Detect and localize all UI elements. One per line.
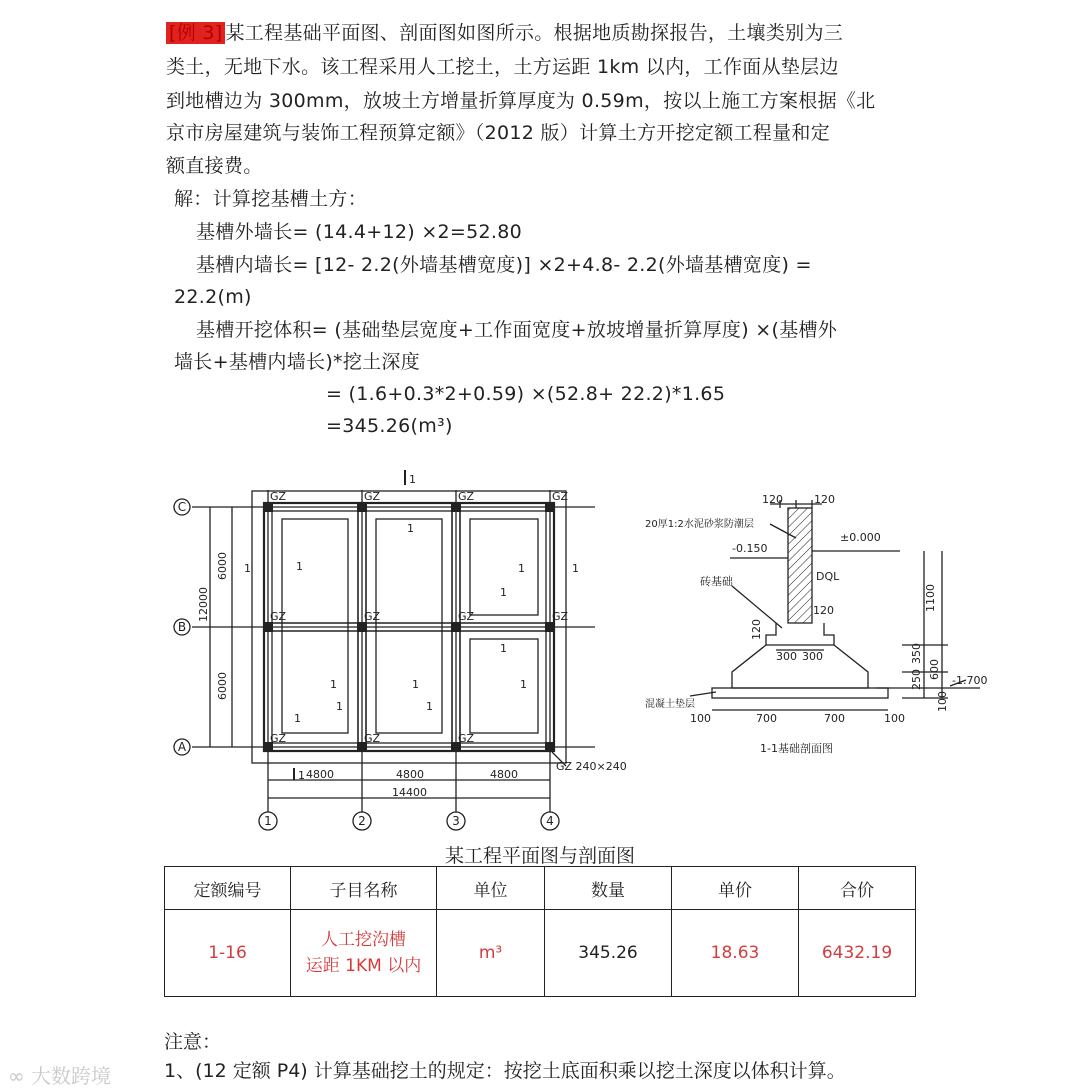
cell-name-line2: 运距 1KM 以内 <box>305 956 422 976</box>
watermark-icon: ∞ <box>8 1064 32 1088</box>
solution-inner-length-b: 22.2(m) <box>174 286 252 308</box>
sec-dim-250: 250 <box>910 669 923 690</box>
sec-dim-120-c: 120 <box>813 604 834 617</box>
cell-name-line1: 人工挖沟槽 <box>321 930 406 950</box>
axis-label-c: C <box>177 500 187 514</box>
cell-code: 1-16 <box>165 910 291 997</box>
section-mark: 1 <box>407 522 414 535</box>
cell-name <box>291 910 437 997</box>
quota-table <box>164 866 916 997</box>
section-mark: 1 <box>336 700 343 713</box>
axis-label-1: 1 <box>264 814 272 828</box>
watermark <box>8 1060 111 1089</box>
section-mark: 1 <box>412 678 419 691</box>
solution-volume-b: 墙长+基槽内墙长)*挖土深度 <box>174 351 421 373</box>
solution-volume-c: = (1.6+0.3*2+0.59) ×(52.8+ 22.2)*1.65 <box>326 383 726 405</box>
sec-elev-0: ±0.000 <box>840 531 881 544</box>
axis-label-a: A <box>177 740 187 754</box>
section-mark: 1 <box>520 678 527 691</box>
sec-dim-120-b: 120 <box>814 493 835 506</box>
section-mark: 1 <box>296 560 303 573</box>
sec-dim-350: 350 <box>910 643 923 664</box>
dim-4800-2: 4800 <box>396 768 424 781</box>
sec-elev-neg0150: -0.150 <box>732 542 768 555</box>
sec-dim-100-c: 100 <box>936 691 949 712</box>
problem-line-3: 到地槽边为 300mm，放坡土方增量折算厚度为 0.59m，按以上施工方案根据《北 <box>166 90 876 112</box>
gz-label: GZ <box>364 490 381 503</box>
axis-label-b: B <box>177 620 187 634</box>
section-mark: 1 <box>409 473 416 486</box>
section-mark: 1 <box>572 562 579 575</box>
solution-outer-length: 基槽外墙长= (14.4+12) ×2=52.80 <box>196 221 523 243</box>
sec-dim-700-b: 700 <box>824 712 845 725</box>
th-code: 定额编号 <box>165 867 291 910</box>
section-mark: 1 <box>298 769 305 782</box>
note-item-1: 1、(12 定额 P4) 计算基础挖土的规定：按挖土底面积乘以挖土深度以体积计算。 <box>164 1060 846 1082</box>
section-mark: 1 <box>294 712 301 725</box>
solution-heading: 解：计算挖基槽土方： <box>174 188 368 210</box>
axis-label-2: 2 <box>358 814 366 828</box>
dim-14400: 14400 <box>392 786 427 799</box>
dim-6000-bottom: 6000 <box>216 672 229 700</box>
gz-size-note: GZ 240×240 <box>556 760 627 773</box>
section-mark: 1 <box>518 562 525 575</box>
table-row <box>165 910 916 997</box>
watermark-text: 大数跨境 <box>31 1064 112 1088</box>
sec-dim-120-a: 120 <box>762 493 783 506</box>
section-mark: 1 <box>330 678 337 691</box>
gz-label: GZ <box>458 732 475 745</box>
sec-dim-100-b: 100 <box>884 712 905 725</box>
sec-dim-300-b: 300 <box>802 650 823 663</box>
gz-label: GZ <box>364 610 381 623</box>
section-mark: 1 <box>244 562 251 575</box>
th-name: 子目名称 <box>291 867 437 910</box>
solution-volume-d: =345.26(m³) <box>326 415 453 437</box>
table-header-row <box>165 867 916 910</box>
sec-brick-label: 砖基础 <box>700 575 733 588</box>
gz-label: GZ <box>552 490 569 503</box>
problem-line-2: 类土，无地下水。该工程采用人工挖土，土方运距 1km 以内，工作面从垫层边 <box>166 56 839 78</box>
gz-label: GZ <box>270 490 287 503</box>
sec-dql: DQL <box>816 570 840 583</box>
sec-bed-label: 混凝土垫层 <box>645 699 695 710</box>
gz-label: GZ <box>270 610 287 623</box>
gz-label: GZ <box>364 732 381 745</box>
section-mark: 1 <box>500 586 507 599</box>
figure-caption: 某工程平面图与剖面图 <box>444 845 635 867</box>
th-total: 合价 <box>799 867 916 910</box>
note-title: 注意： <box>164 1031 222 1053</box>
solution-volume-a: 基槽开挖体积= (基础垫层宽度+工作面宽度+放坡增量折算厚度) ×(基槽外 <box>196 319 838 341</box>
cell-total: 6432.19 <box>799 910 916 997</box>
gz-label: GZ <box>270 732 287 745</box>
sec-elev-neg1700: -1.700 <box>952 674 988 687</box>
gz-label: GZ <box>552 610 569 623</box>
sec-dim-600: 600 <box>928 659 941 680</box>
section-title: 1-1基础剖面图 <box>760 742 833 755</box>
dim-6000-top: 6000 <box>216 552 229 580</box>
problem-text-1: 某工程基础平面图、剖面图如图所示。根据地质勘探报告，土壤类别为三 <box>225 22 844 44</box>
sec-dim-120-d: 120 <box>750 619 763 640</box>
section-mark: 1 <box>500 642 507 655</box>
dim-12000: 12000 <box>197 587 210 622</box>
th-qty: 数量 <box>545 867 672 910</box>
gz-label: GZ <box>458 490 475 503</box>
problem-line-5: 额直接费。 <box>166 155 263 177</box>
cell-qty: 345.26 <box>545 910 672 997</box>
section-mark: 1 <box>426 700 433 713</box>
solution-inner-length-a: 基槽内墙长= [12- 2.2(外墙基槽宽度)] ×2+4.8- 2.2(外墙基槽宽度) = <box>196 254 812 276</box>
gz-label: GZ <box>458 610 475 623</box>
sec-dim-1100: 1100 <box>924 584 937 612</box>
sec-dim-300-a: 300 <box>776 650 797 663</box>
dim-4800-3: 4800 <box>490 768 518 781</box>
th-price: 单价 <box>672 867 799 910</box>
sec-dim-700-a: 700 <box>756 712 777 725</box>
axis-label-4: 4 <box>546 814 554 828</box>
sec-mortar-label: 20厚1:2水泥砂浆防潮层 <box>645 519 754 530</box>
problem-line-4: 京市房屋建筑与装饰工程预算定额》（2012 版）计算土方开挖定额工程量和定 <box>166 122 830 144</box>
axis-label-3: 3 <box>452 814 460 828</box>
cell-price: 18.63 <box>672 910 799 997</box>
th-unit: 单位 <box>437 867 545 910</box>
dim-4800-1: 4800 <box>306 768 334 781</box>
example-tag: [例 3] <box>166 22 225 44</box>
cell-unit: m³ <box>437 910 545 997</box>
sec-dim-100-a: 100 <box>690 712 711 725</box>
